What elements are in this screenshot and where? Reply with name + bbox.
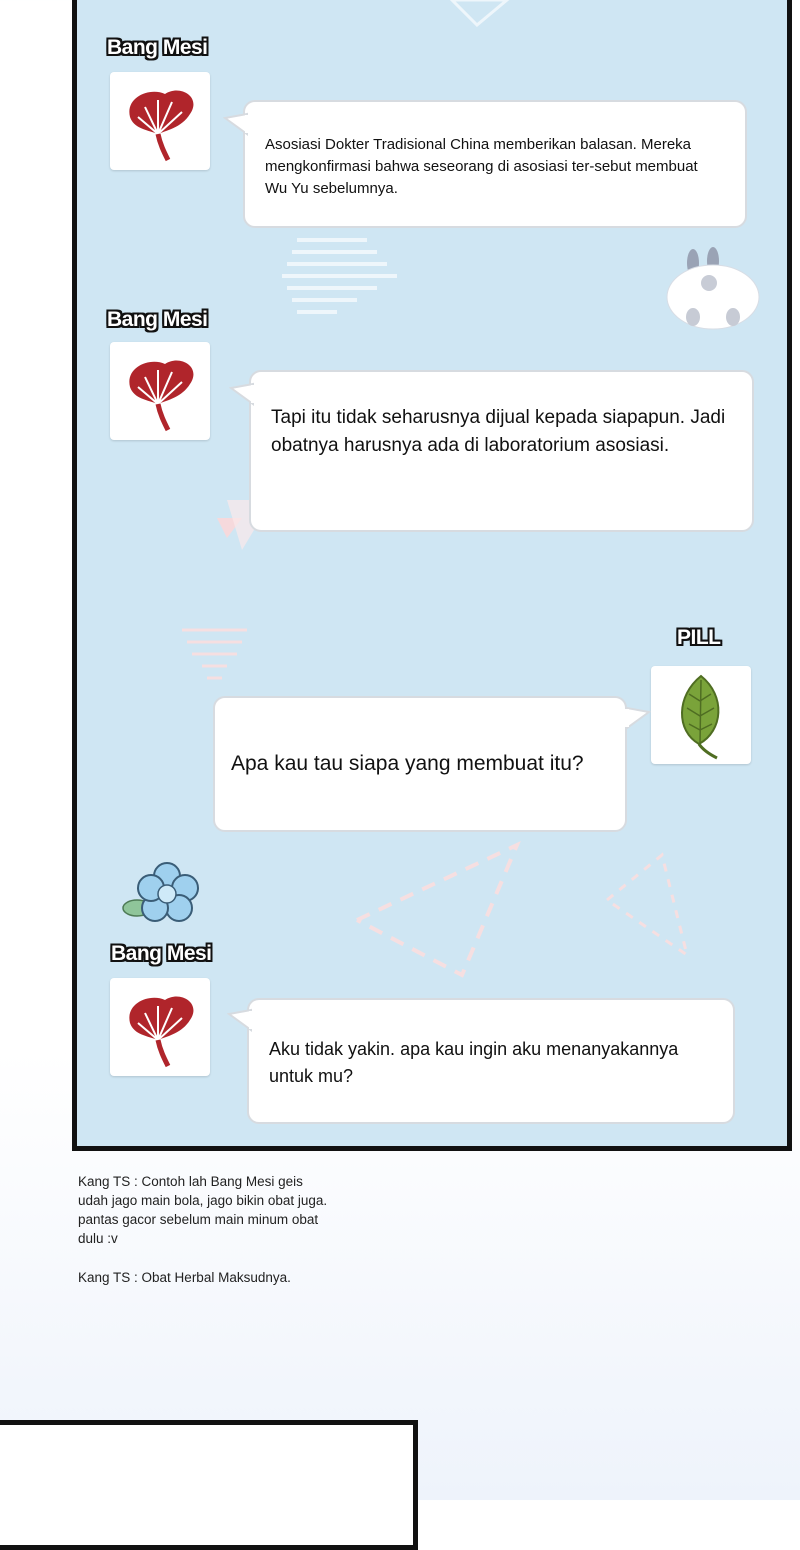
sender-name-4: Bang Mesi [111, 942, 212, 965]
red-flower-avatar-icon [110, 342, 210, 440]
next-panel-frame [0, 1420, 418, 1550]
bunny-sticker-icon [665, 245, 765, 335]
message-text-1: Asosiasi Dokter Tradisional China memberikan balasan. Mereka mengkonfirmasi bahwa seseorang di asosiasi ter-sebut membuat Wu Yu sebelumnya. [265, 136, 698, 197]
chat-panel [72, 0, 792, 1151]
avatar-4[interactable] [110, 978, 210, 1076]
message-text-3: Apa kau tau siapa yang membuat itu? [231, 752, 584, 775]
blue-flower-sticker-icon [119, 858, 209, 928]
avatar-1[interactable] [110, 72, 210, 170]
sender-name-1: Bang Mesi [107, 36, 208, 59]
bubble-tail-4 [227, 1008, 253, 1032]
translator-note-1: Kang TS : Contoh lah Bang Mesi geis udah jago main bola, jago bikin obat juga. pantas gacor sebelum main minum obat dulu :v [78, 1174, 328, 1246]
translator-note-2: Kang TS : Obat Herbal Maksudnya. [78, 1270, 291, 1285]
message-bubble-1 [243, 100, 747, 228]
bubble-tail-3 [625, 706, 651, 730]
message-bubble-2 [249, 370, 754, 532]
sender-name-3: PILL [677, 626, 721, 649]
red-flower-avatar-icon [110, 978, 210, 1076]
bubble-tail-2 [229, 382, 255, 406]
message-text-2: Tapi itu tidak seharusnya dijual kepada siapapun. Jadi obatnya harusnya ada di laboratorium asosiasi. [271, 407, 726, 456]
green-leaf-avatar-icon [651, 666, 751, 764]
red-flower-avatar-icon [110, 72, 210, 170]
message-text-4: Aku tidak yakin. apa kau ingin aku menanyakannya untuk mu? [269, 1039, 679, 1086]
message-bubble-4 [247, 998, 735, 1124]
message-bubble-3 [213, 696, 627, 832]
sender-name-2: Bang Mesi [107, 308, 208, 331]
bubble-tail-1 [223, 112, 249, 136]
avatar-2[interactable] [110, 342, 210, 440]
avatar-3[interactable] [651, 666, 751, 764]
